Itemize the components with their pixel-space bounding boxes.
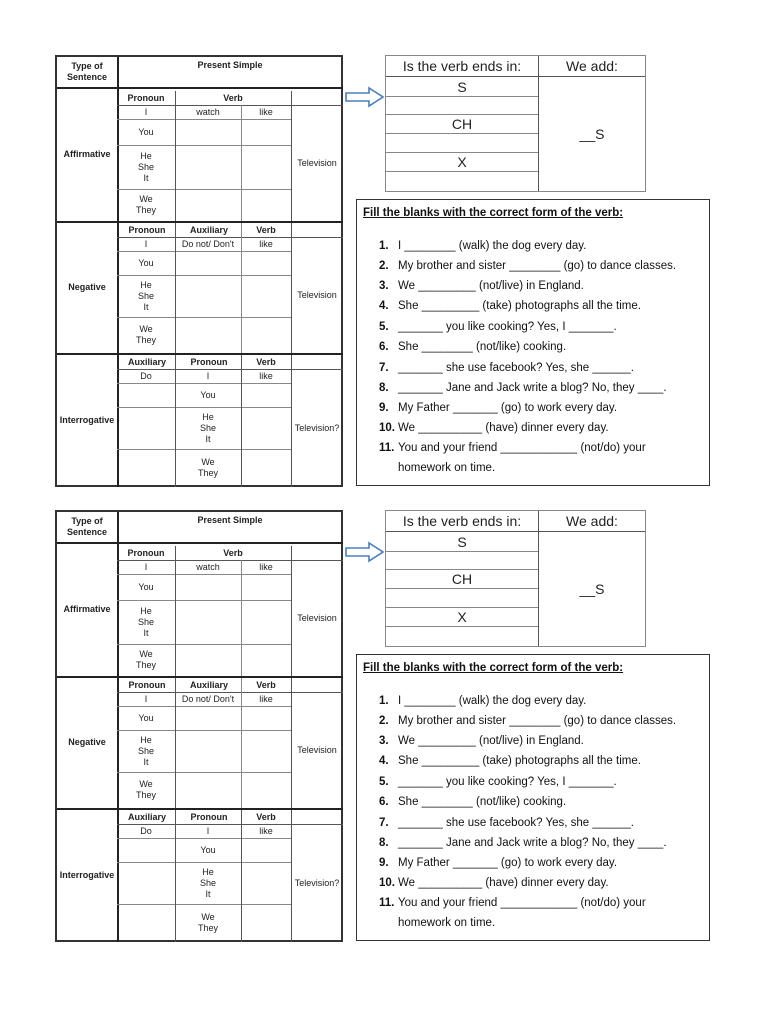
neg-auxiliary: Do not/ Don't	[181, 238, 235, 249]
divider	[386, 588, 538, 589]
item-text: _______ she use facebook? Yes, she ______.	[398, 362, 634, 374]
int-object: Television?	[294, 877, 340, 888]
item-text: You and your friend ____________ (not/do) your	[398, 897, 646, 909]
divider	[241, 355, 242, 487]
divider	[117, 560, 343, 561]
int-object: Television?	[294, 422, 340, 433]
aff-pronoun-header: Pronoun	[127, 547, 165, 558]
item-text: My Father _______ (go) to work every day.	[398, 402, 618, 414]
item-number: 6.	[379, 341, 389, 353]
item-number: 4.	[379, 300, 389, 312]
divider	[386, 531, 645, 532]
item-text: I ________ (walk) the dog every day.	[398, 695, 587, 707]
exercise-item	[379, 917, 495, 929]
exercise-box	[356, 199, 710, 486]
ending-x: X	[457, 153, 467, 170]
item-number: 5.	[379, 321, 389, 333]
aff-pronoun-we-they: We They	[135, 649, 156, 670]
aff-pronoun-he-she-it: He She It	[137, 605, 154, 638]
divider	[117, 383, 291, 384]
item-text: _______ Jane and Jack write a blog? No, they ____.	[398, 382, 667, 394]
neg-pronoun-we-they: We They	[135, 779, 156, 800]
type-of-sentence-header: Type of Sentence	[66, 61, 108, 82]
item-text: She ________ (not/like) cooking.	[398, 796, 567, 808]
endings-header: Is the verb ends in:	[402, 58, 522, 74]
exercise-title: Fill the blanks with the correct form of the verb:	[363, 207, 624, 219]
item-text: She _________ (take) photographs all the time.	[398, 300, 641, 312]
int-pronoun-he-she-it: He She It	[199, 866, 216, 899]
endings-table	[385, 55, 646, 192]
divider	[241, 223, 242, 353]
exercise-item	[379, 857, 617, 869]
divider	[117, 449, 291, 450]
divider	[386, 96, 538, 97]
ending-s: S	[457, 78, 467, 95]
exercise-item	[379, 362, 634, 374]
divider	[117, 105, 343, 106]
arrow-right-icon	[345, 86, 385, 108]
aff-pronoun-i: I	[144, 106, 148, 117]
aff-verb-watch: watch	[196, 561, 220, 572]
divider	[386, 626, 538, 627]
divider	[386, 76, 645, 77]
exercise-item	[379, 776, 617, 788]
exercise-item	[379, 341, 566, 353]
int-pronoun-header: Pronoun	[190, 811, 228, 822]
neg-auxiliary-header: Auxiliary	[189, 224, 229, 235]
exercise-item	[379, 422, 609, 434]
affirmative-label: Affirmative	[63, 148, 111, 159]
item-text: _______ you like cooking? Yes, I _______.	[398, 321, 617, 333]
int-verb-header: Verb	[256, 811, 276, 822]
divider	[241, 560, 242, 676]
item-number: 11.	[379, 442, 395, 454]
int-auxiliary-header: Auxiliary	[127, 356, 167, 367]
aff-verb-watch: watch	[196, 106, 220, 117]
negative-label: Negative	[68, 281, 106, 292]
neg-pronoun-i: I	[144, 693, 148, 704]
item-number: 8.	[379, 837, 389, 849]
endings-header: Is the verb ends in:	[402, 513, 522, 529]
aff-object: Television	[297, 612, 337, 623]
int-verb: like	[259, 370, 273, 381]
aff-pronoun-header: Pronoun	[127, 92, 165, 103]
item-text: _______ she use facebook? Yes, she ______.	[398, 817, 634, 829]
item-text: We _________ (not/live) in England.	[398, 735, 584, 747]
exercise-item	[379, 796, 566, 808]
divider	[117, 369, 343, 370]
exercise-item	[379, 321, 617, 333]
tense-header: Present Simple	[197, 515, 263, 525]
item-text: _______ Jane and Jack write a blog? No, they ____.	[398, 837, 667, 849]
add-header: We add:	[566, 58, 618, 74]
divider	[241, 105, 242, 221]
item-number: 4.	[379, 755, 389, 767]
item-text: _______ you like cooking? Yes, I _______.	[398, 776, 617, 788]
divider	[291, 810, 292, 942]
neg-pronoun-we-they: We They	[135, 324, 156, 345]
item-number: 1.	[379, 695, 389, 707]
int-pronoun-we-they: We They	[197, 912, 218, 933]
neg-auxiliary-header: Auxiliary	[189, 679, 229, 690]
divider	[117, 904, 291, 905]
exercise-item	[379, 837, 667, 849]
exercise-item	[379, 735, 584, 747]
int-pronoun-you: You	[200, 844, 216, 855]
neg-verb: like	[259, 693, 273, 704]
divider	[117, 824, 343, 825]
interrogative-label: Interrogative	[59, 414, 115, 425]
exercise-item	[379, 442, 646, 454]
divider	[538, 511, 539, 646]
aff-pronoun-he-she-it: He She It	[137, 150, 154, 183]
item-number: 6.	[379, 796, 389, 808]
divider	[241, 810, 242, 942]
aff-pronoun-we-they: We They	[135, 194, 156, 215]
neg-pronoun-header: Pronoun	[128, 679, 166, 690]
divider	[291, 355, 292, 487]
exercise-item	[379, 695, 586, 707]
neg-pronoun-you: You	[138, 257, 154, 268]
aff-verb-header: Verb	[223, 547, 243, 558]
item-number: 9.	[379, 402, 389, 414]
divider	[117, 119, 291, 120]
item-number: 2.	[379, 715, 389, 727]
neg-verb-header: Verb	[256, 679, 276, 690]
divider	[57, 542, 343, 544]
item-number: 8.	[379, 382, 389, 394]
grammar-table	[55, 510, 343, 942]
item-text: We _________ (not/live) in England.	[398, 280, 584, 292]
worksheet-bottom	[0, 510, 768, 980]
exercise-box	[356, 654, 710, 941]
aff-pronoun-you: You	[138, 581, 154, 592]
aff-verb-header: Verb	[223, 92, 243, 103]
ending-s: S	[457, 533, 467, 550]
item-text: We __________ (have) dinner every day.	[398, 422, 609, 434]
add-s: __S	[579, 580, 605, 597]
neg-verb: like	[259, 238, 273, 249]
neg-object: Television	[297, 744, 337, 755]
exercise-item	[379, 382, 667, 394]
grammar-table	[55, 55, 343, 487]
divider	[386, 133, 538, 134]
int-pronoun-he-she-it: He She It	[199, 411, 216, 444]
item-number: 5.	[379, 776, 389, 788]
ending-ch: CH	[451, 570, 473, 587]
int-auxiliary: Do	[140, 825, 152, 836]
exercise-item	[379, 817, 634, 829]
divider	[117, 574, 291, 575]
affirmative-label: Affirmative	[63, 603, 111, 614]
divider	[117, 862, 291, 863]
divider	[117, 145, 291, 146]
divider	[386, 171, 538, 172]
item-text: homework on time.	[398, 917, 496, 929]
divider	[386, 551, 538, 552]
int-pronoun-you: You	[200, 389, 216, 400]
int-auxiliary-header: Auxiliary	[127, 811, 167, 822]
exercise-item	[379, 897, 646, 909]
item-number: 9.	[379, 857, 389, 869]
divider	[57, 676, 343, 678]
item-text: homework on time.	[398, 462, 496, 474]
item-number: 10.	[379, 877, 395, 889]
item-text: She ________ (not/like) cooking.	[398, 341, 567, 353]
divider	[57, 808, 343, 810]
item-text: We __________ (have) dinner every day.	[398, 877, 609, 889]
item-text: My Father _______ (go) to work every day.	[398, 857, 618, 869]
endings-table	[385, 510, 646, 647]
exercise-item	[379, 260, 676, 272]
neg-pronoun-i: I	[144, 238, 148, 249]
item-number: 2.	[379, 260, 389, 272]
exercise-item	[379, 755, 641, 767]
type-of-sentence-header: Type of Sentence	[66, 516, 108, 537]
item-number: 1.	[379, 240, 389, 252]
divider	[291, 223, 292, 353]
item-text: My brother and sister ________ (go) to dance classes.	[398, 260, 677, 272]
interrogative-label: Interrogative	[59, 869, 115, 880]
aff-pronoun-you: You	[138, 126, 154, 137]
divider	[117, 57, 119, 487]
divider	[117, 189, 291, 190]
divider	[117, 600, 291, 601]
divider	[386, 114, 538, 115]
divider	[57, 87, 343, 89]
divider	[291, 91, 292, 221]
arrow-right-icon	[345, 541, 385, 563]
neg-pronoun-he-she-it: He She It	[137, 734, 154, 767]
divider	[57, 353, 343, 355]
tense-header: Present Simple	[197, 60, 263, 70]
exercise-item	[379, 280, 584, 292]
item-text: My brother and sister ________ (go) to dance classes.	[398, 715, 677, 727]
exercise-title: Fill the blanks with the correct form of the verb:	[363, 662, 624, 674]
divider	[117, 237, 343, 238]
neg-verb-header: Verb	[256, 224, 276, 235]
exercise-item	[379, 877, 609, 889]
item-number: 7.	[379, 362, 389, 374]
add-s: __S	[579, 125, 605, 142]
divider	[386, 569, 538, 570]
divider	[175, 546, 176, 676]
divider	[117, 317, 291, 318]
divider	[117, 251, 291, 252]
divider	[57, 221, 343, 223]
neg-object: Television	[297, 289, 337, 300]
divider	[117, 838, 291, 839]
divider	[117, 772, 291, 773]
item-text: She _________ (take) photographs all the time.	[398, 755, 641, 767]
int-pronoun-i: I	[206, 825, 210, 836]
divider	[386, 607, 538, 608]
int-pronoun-i: I	[206, 370, 210, 381]
divider	[175, 355, 176, 487]
aff-verb-like: like	[259, 561, 273, 572]
exercise-item	[379, 462, 495, 474]
exercise-item	[379, 300, 641, 312]
exercise-item	[379, 715, 676, 727]
exercise-item	[379, 240, 586, 252]
divider	[291, 678, 292, 808]
divider	[117, 407, 291, 408]
aff-object: Television	[297, 157, 337, 168]
divider	[241, 678, 242, 808]
item-number: 10.	[379, 422, 395, 434]
aff-verb-like: like	[259, 106, 273, 117]
divider	[291, 546, 292, 676]
add-header: We add:	[566, 513, 618, 529]
ending-ch: CH	[451, 115, 473, 132]
item-text: You and your friend ____________ (not/do) your	[398, 442, 646, 454]
divider	[117, 706, 291, 707]
int-verb: like	[259, 825, 273, 836]
aff-pronoun-i: I	[144, 561, 148, 572]
divider	[175, 223, 176, 353]
divider	[175, 678, 176, 808]
divider	[175, 91, 176, 221]
item-number: 11.	[379, 897, 395, 909]
item-number: 3.	[379, 735, 389, 747]
item-text: I ________ (walk) the dog every day.	[398, 240, 587, 252]
divider	[117, 730, 291, 731]
neg-auxiliary: Do not/ Don't	[181, 693, 235, 704]
divider	[386, 152, 538, 153]
item-number: 7.	[379, 817, 389, 829]
int-verb-header: Verb	[256, 356, 276, 367]
int-auxiliary: Do	[140, 370, 152, 381]
int-pronoun-header: Pronoun	[190, 356, 228, 367]
divider	[538, 56, 539, 191]
worksheet-top	[0, 55, 768, 525]
divider	[117, 512, 119, 942]
neg-pronoun-header: Pronoun	[128, 224, 166, 235]
divider	[117, 644, 291, 645]
int-pronoun-we-they: We They	[197, 457, 218, 478]
exercise-item	[379, 402, 617, 414]
neg-pronoun-you: You	[138, 712, 154, 723]
ending-x: X	[457, 608, 467, 625]
divider	[175, 810, 176, 942]
negative-label: Negative	[68, 736, 106, 747]
neg-pronoun-he-she-it: He She It	[137, 279, 154, 312]
divider	[117, 692, 343, 693]
divider	[117, 275, 291, 276]
item-number: 3.	[379, 280, 389, 292]
